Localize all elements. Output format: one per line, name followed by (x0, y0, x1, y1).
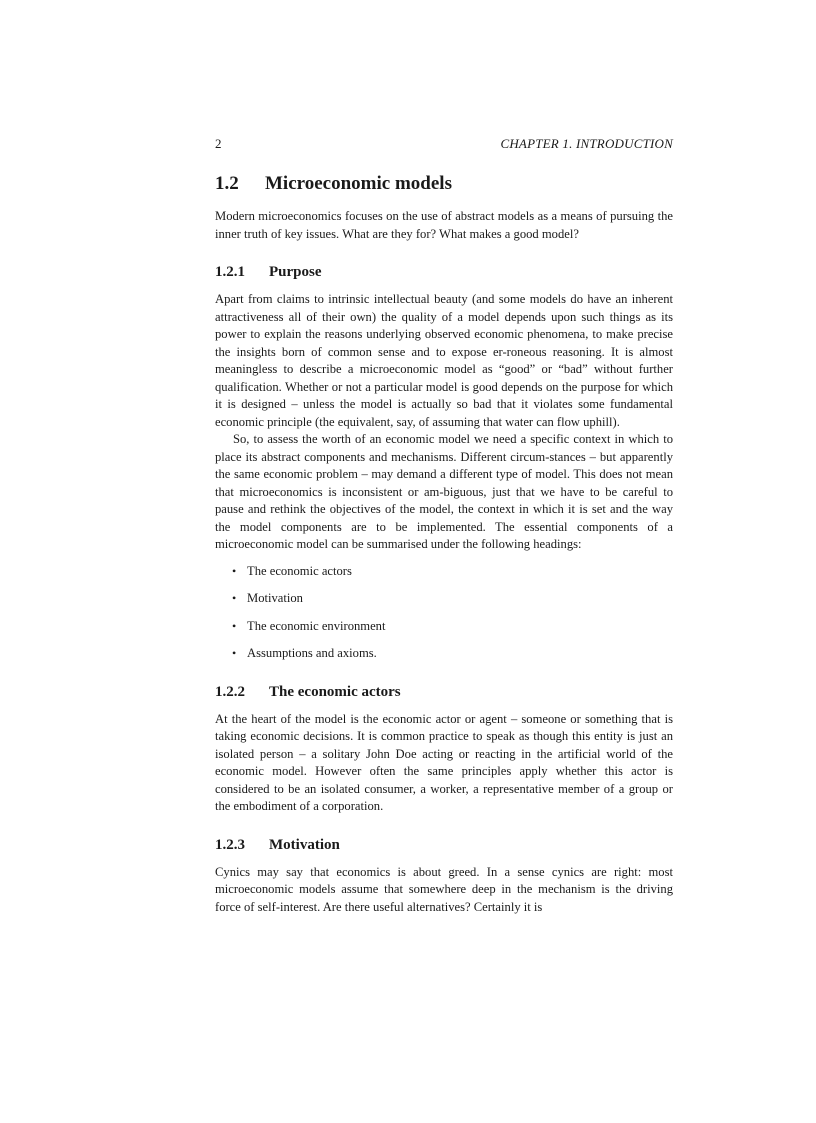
section-title: Microeconomic models (265, 173, 452, 194)
bullet-icon: • (232, 646, 237, 660)
book-page (215, 134, 673, 916)
motivation-paragraph: Cynics may say that economics is about greed. In a sense cynics are right: most microeconomic models assume that somewhere deep in the mechanism is the driving force of self-interest. Are there useful alternatives? Certainly it is (215, 864, 673, 914)
subsection-title: Motivation (269, 836, 340, 853)
list-item (232, 618, 673, 636)
subsection-heading-economic-actors (215, 681, 673, 703)
list-item-text: The economic environment (247, 618, 386, 633)
subsection-number: 1.2.3 (215, 836, 245, 853)
subsection-number: 1.2.1 (215, 264, 245, 280)
list-item (232, 590, 673, 608)
section-number: 1.2 (215, 173, 239, 194)
section-heading (215, 170, 673, 198)
list-item (232, 645, 673, 663)
list-item-text: The economic actors (247, 563, 352, 578)
subsection-title: Purpose (269, 264, 322, 280)
section-intro-paragraph: Modern microeconomics focuses on the use of abstract models as a means of pursuing the inner truth of key issues. What are they for? What makes a good model? (215, 209, 673, 241)
subsection-heading-purpose (215, 261, 673, 283)
page-number: 2 (215, 136, 222, 151)
list-item-text: Motivation (247, 591, 303, 605)
purpose-paragraph-1: Apart from claims to intrinsic intellectual beauty (and some models do have an inherent attractiveness all of their own) the quality of a model depends upon such things as its power to explain the reasons underlying observed economic phenomena, to make precise the insights born of common sense and to expose er-roneous reasoning. It is almost meaningless to describe a microeconomic model as “good” or “bad” without further qualification. Whether or not a particular model is good depends on the purpose for which it is designed – unless the model is actually so bad that it violates some fundamental economic principle (the equivalent, say, of assuming that water can flow uphill). (215, 292, 673, 429)
bullet-icon: • (232, 591, 237, 605)
list-item-text: Assumptions and axioms. (247, 646, 377, 660)
components-list (215, 563, 673, 663)
purpose-paragraph-2: So, to assess the worth of an economic model we need a specific context in which to place its abstract components and mechanisms. Different circum-stances – but apparently the same economic problem – may demand a different type of model. This does not mean that microeconomics is inconsistent or am-biguous, just that we have to be careful to pause and rethink the objectives of the model, the context in which it is set and the way the model components are to be implemented. The essential components of a microeconomic model can be summarised under the following headings: (215, 432, 673, 551)
bullet-icon: • (232, 618, 237, 633)
subsection-heading-motivation (215, 834, 673, 856)
economic-actors-paragraph: At the heart of the model is the economic actor or agent – someone or something that is taking economic decisions. It is common practice to speak as though this entity is just an isolated person – a solitary John Doe acting or reacting in the artificial world of the economic model. However often the same principles apply whether this actor is considered to be an isolated consumer, a worker, a representative member of a group or the embodiment of a corporation. (215, 711, 673, 813)
subsection-title: The economic actors (269, 683, 401, 700)
list-item (232, 563, 673, 581)
running-head (215, 134, 673, 154)
bullet-icon: • (232, 563, 237, 578)
subsection-number: 1.2.2 (215, 683, 245, 700)
chapter-heading: CHAPTER 1. INTRODUCTION (500, 136, 673, 151)
